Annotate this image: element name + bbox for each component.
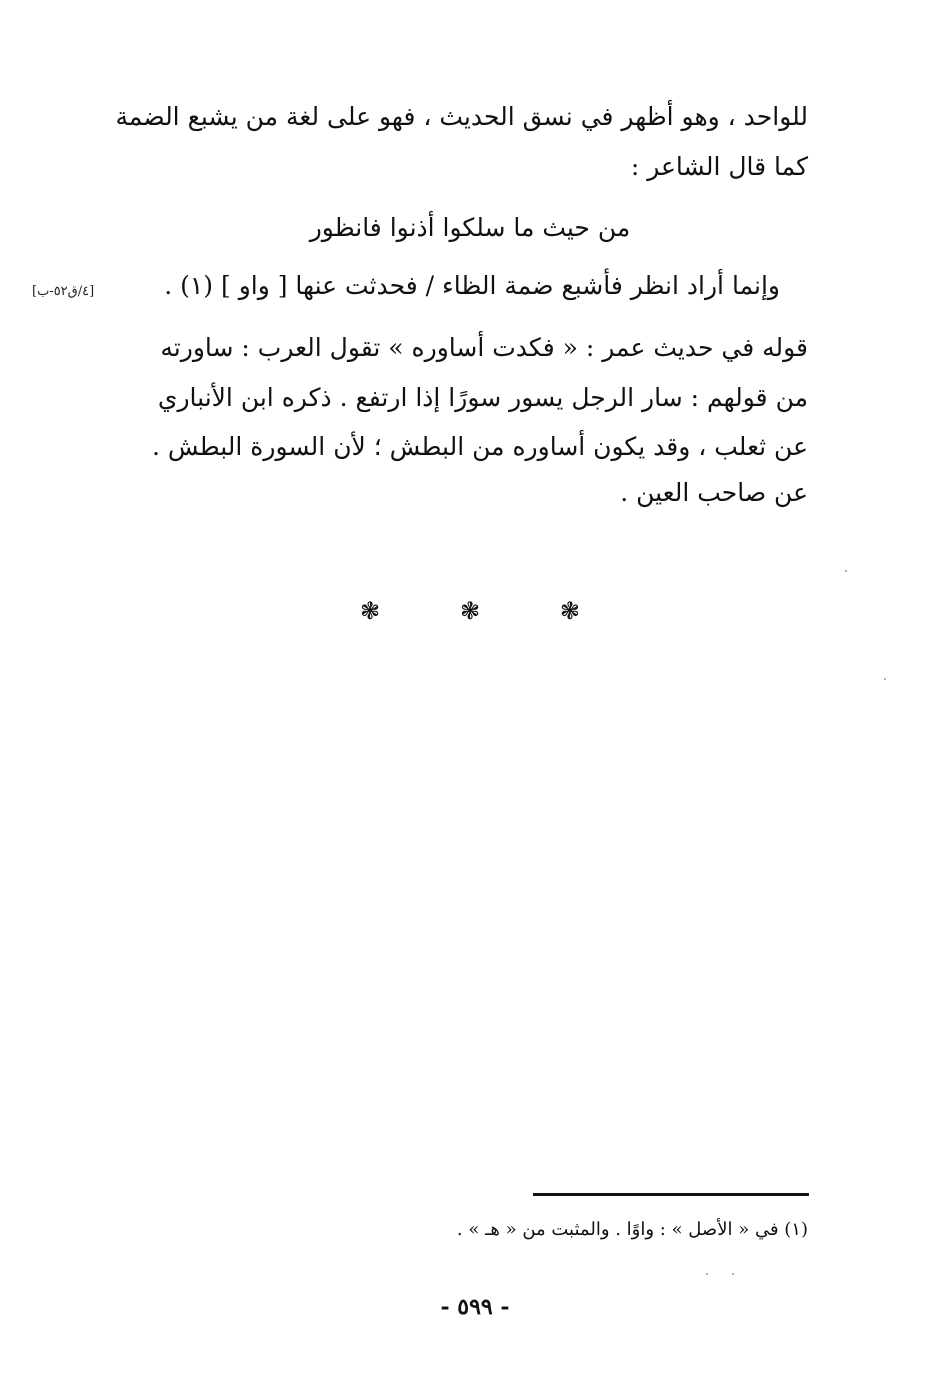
footnote-divider	[533, 1193, 809, 1196]
body-line-2: كما قال الشاعر :	[630, 152, 808, 181]
body-line-7: عن صاحب العين .	[620, 478, 808, 507]
poetry-verse: من حيث ما سلكوا أذنوا فانظور	[309, 213, 631, 242]
body-line-4: قوله في حديث عمر : « فكدت أساوره » تقول العرب : ساورته	[160, 333, 808, 362]
section-separator	[360, 596, 580, 626]
separator-star-icon: ❃	[360, 597, 381, 625]
page-number: - ٥٩٩ -	[440, 1294, 510, 1320]
footnote-1: (١) في « الأصل » : واوًا . والمثبت من « هـ » .	[456, 1219, 808, 1240]
scan-speck	[732, 1273, 734, 1275]
scan-speck	[706, 1273, 708, 1275]
separator-star-icon: ❃	[559, 597, 580, 625]
body-line-1: للواحد ، وهو أظهر في نسق الحديث ، فهو على لغة من يشبع الضمة	[115, 102, 808, 131]
body-line-3: وإنما أراد انظر فأشبع ضمة الظاء / فحدثت عنها [ واو ] (١) .	[164, 271, 780, 300]
margin-manuscript-reference: [٤/ق٥٢-ب]	[32, 284, 95, 299]
body-line-5: من قولهم : سار الرجل يسور سورًا إذا ارتفع . ذكره ابن الأنباري	[157, 383, 808, 412]
body-line-6: عن ثعلب ، وقد يكون أساوره من البطش ؛ لأن السورة البطش .	[151, 432, 808, 461]
scan-speck	[884, 678, 886, 680]
separator-star-icon: ❃	[459, 597, 481, 625]
scan-speck	[845, 570, 847, 572]
